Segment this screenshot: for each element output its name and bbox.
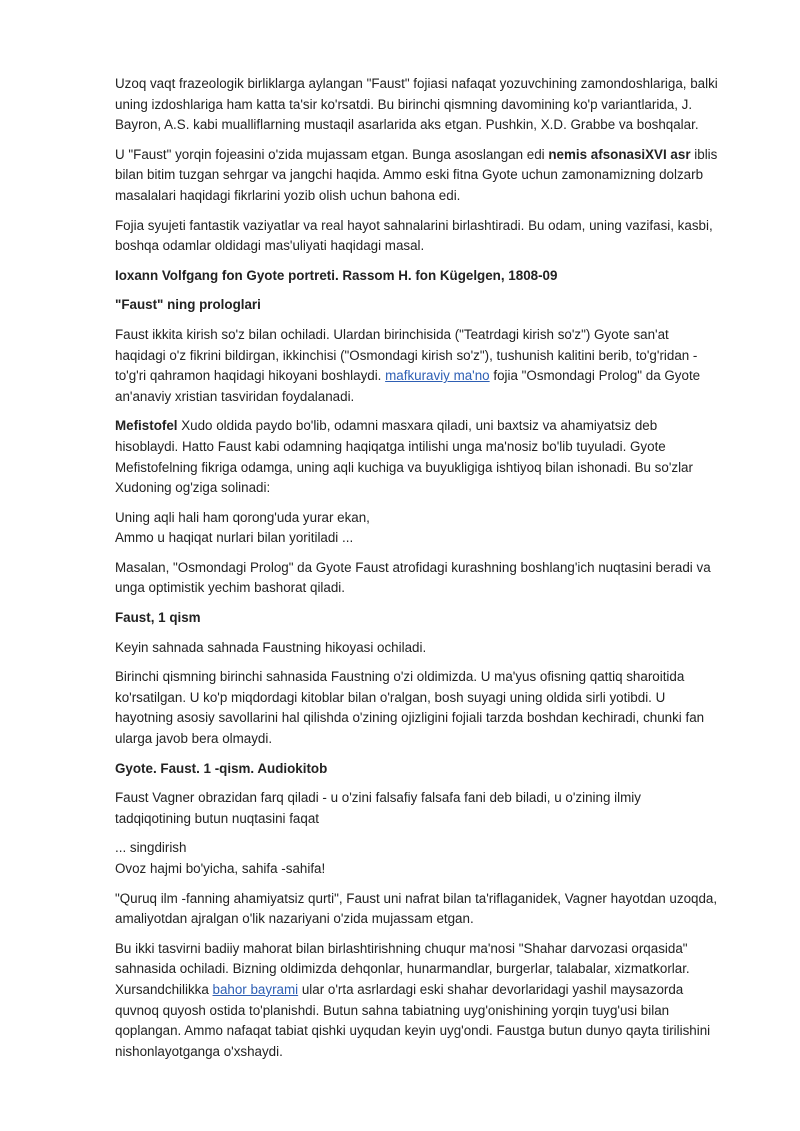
verse-quote-1 (115, 508, 720, 549)
paragraph-mephistopheles (115, 416, 720, 498)
paragraph-city-gate (115, 939, 720, 1063)
paragraph-intro: Uzoq vaqt frazeologik birliklarga aylangan "Faust" fojiasi nafaqat yozuvchining zamondoshlariga, balki uning izdoshlariga ham katta ta'sir ko'rsatdi. Bu birinchi qismning davomining ko'p variantlarida, J. Bayron, A.S. kabi mualliflarning mustaqil asarlarida aks etgan. Pushkin, X.D. Grabbe va boshqalar. (115, 76, 718, 133)
paragraph-text: iblis bilan bitim tuzgan sehrgar va jangchi haqida. Ammo eski fitna Gyote uchun zamonamizning dolzarb masalalari haqidagi fikrlarini yozib olish uchun bahona edi. (115, 146, 718, 203)
paragraph-text: Faust ikkita kirish so'z bilan ochiladi. Ulardan birinchisida ("Teatrdagi kirish so'z") Gyote san'at haqidagi o'z fikrini bildirgan, ikkinchisi ("Osmondagi kirish so'z"), tushunish kalitini berib, to'g'ridan -to'g'ri qahramon haqidagi hikoyani boshlaydi. (115, 326, 698, 384)
paragraph-first-scene: Birinchi qismning birinchi sahnasida Faustning o'zi oldimizda. U ma'yus ofisning qattiq sharoitida ko'rsatilgan. U ko'p miqdordagi kitoblar bilan o'ralgan, bosh suyagi uning oldida sirli yotibdi. U hayotning asosiy savollarini hal qilishda o'zining ojizligini fojiali tarzda boshdan kechiradi, chunki fan ularga javob bera olmaydi. (115, 669, 705, 747)
bold-name-mephistopheles: Mefistofel (115, 418, 178, 434)
verse-line: Uning aqli hali ham qorong'uda yurar ekan, (115, 509, 370, 525)
bold-phrase-legend: nemis afsonasiXVI asr (548, 146, 691, 162)
paragraph-prologues (115, 325, 720, 407)
heading-faust-part-1: Faust, 1 qism (115, 610, 201, 626)
paragraph-wagner: Faust Vagner obrazidan farq qiladi - u o'zini falsafiy falsafa fani deb biladi, u o'zining ilmiy tadqiqotining butun nuqtasini faqat (115, 790, 641, 826)
paragraph-story-opens: Keyin sahnada sahnada Faustning hikoyasi ochiladi. (115, 639, 427, 655)
paragraph-text: fojia "Osmondagi Prolog" da Gyote an'anaviy xristian tasviridan foydalanadi. (115, 368, 701, 404)
verse-line: Ovoz hajmi bo'yicha, sahifa -sahifa! (115, 861, 326, 876)
verse-line: Ammo u haqiqat nurlari bilan yoritiladi ... (115, 530, 354, 546)
link-spring-holiday[interactable]: bahor bayrami (212, 981, 299, 997)
link-ideological-meaning[interactable]: mafkuraviy ma'no (385, 368, 490, 384)
paragraph-text: ular o'rta asrlardagi eski shahar devorlaridagi yashil maysazorda quvnoq quyosh ostida to'planishdi. Butun sahna tabiatning uyg'onishining yorqin tuyg'usi bilan qoplangan. Ammo nafaqat tabiat qishki uyqudan keyin uyg'ondi. Faustga butun dunyo qayta tirilishini nishonlayotganga o'xshaydi. (115, 981, 711, 1059)
verse-quote-2 (115, 838, 720, 879)
paragraph-plot: Fojia syujeti fantastik vaziyatlar va real hayot sahnalarini birlashtiradi. Bu odam, uning vazifasi, kasbi, boshqa odamlar oldidagi mas'uliyati haqidagi masal. (115, 217, 713, 254)
verse-line: ... singdirish (115, 840, 187, 856)
paragraph-text: Xudo oldida paydo bo'lib, odamni masxara qiladi, uni baxtsiz va ahamiyatsiz deb hisoblaydi. Hatto Faust kabi odamning haqiqatga intilishi unga ma'nosiz bo'lib tuyuladi. Gyote Mefistofelning fikriga odamga, uning aqli kuchiga va buyukligiga ishtiyoq bilan ishonadi. Bu so'zlar Xudoning og'ziga solinadi: (115, 418, 693, 496)
paragraph-prolog-heaven: Masalan, "Osmondagi Prolog" da Gyote Faust atrofidagi kurashning boshlang'ich nuqtasini beradi va unga optimistik yechim bashorat qiladi. (115, 559, 711, 596)
paragraph-dry-science: "Quruq ilm -fanning ahamiyatsiz qurti", Faust uni nafrat bilan ta'riflaganidek, Vagner hayotdan uzoqda, amaliyotdan ajralgan o'lik nazariyani o'zida mujassam etgan. (115, 890, 718, 927)
heading-audiobook: Gyote. Faust. 1 -qism. Audiokitob (115, 760, 328, 776)
paragraph-text: U "Faust" yorqin fojeasini o'zida mujassam etgan. Bunga asoslangan edi (115, 146, 549, 162)
paragraph-legend (115, 145, 720, 207)
heading-portrait-caption: Ioxann Volfgang fon Gyote portreti. Rassom H. fon Kügelgen, 1808-09 (115, 267, 558, 283)
heading-prologues: "Faust" ning prologlari (115, 297, 261, 313)
paragraph-text: Bu ikki tasvirni badiiy mahorat bilan birlashtirishning chuqur ma'nosi "Shahar darvozasi orqasida" sahnasida ochiladi. Bizning oldimizda dehqonlar, hunarmandlar, burgerlar, talabalar, xizmatkorlar. Xursandchilikka (115, 940, 690, 997)
